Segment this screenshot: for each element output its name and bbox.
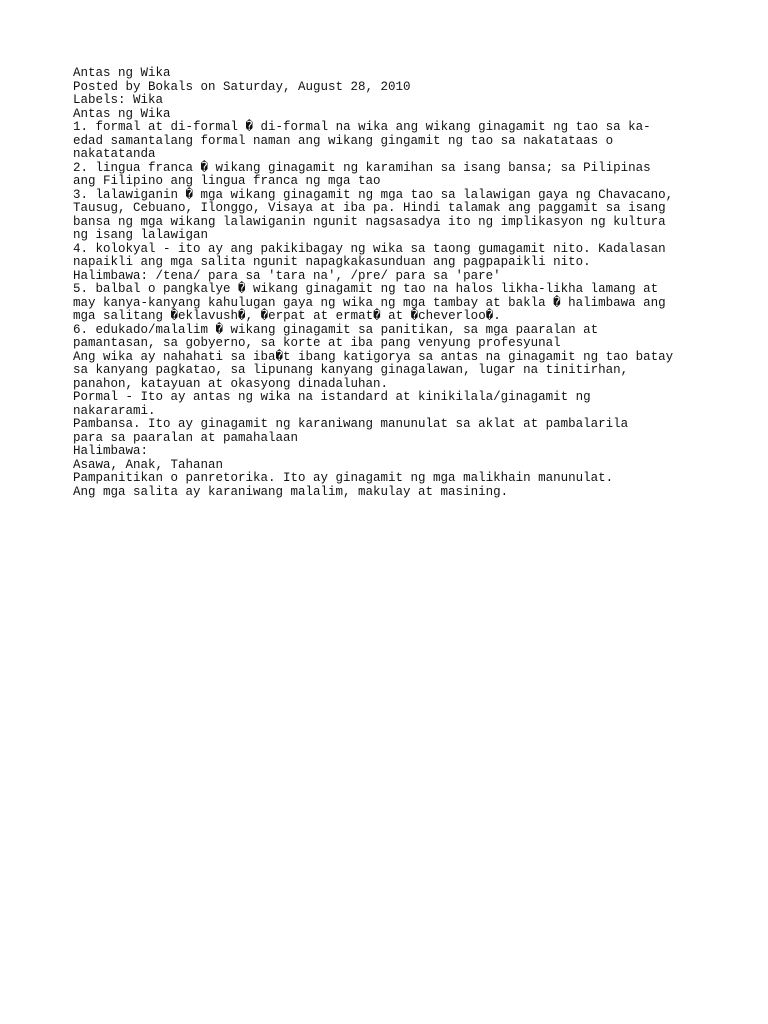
- document-title: Antas ng Wika: [73, 66, 171, 80]
- list-item: 1. formal at di-formal � di-formal na wika ang wikang ginagamit ng tao sa ka- edad samantalang formal naman ang wikang gingamit ng tao sa nakatataas o nakatatanda: [73, 120, 651, 161]
- intro-paragraph: Ang wika ay nahahati sa iba�t ibang katigorya sa antas na ginagamit ng tao batay sa kanyang pagkatao, sa lipunang kanyang ginagalawan, lugar na tinitirhan, panahon, katayuan at okasyong dinadaluhan.: [73, 349, 674, 391]
- list-item: 4. kolokyal - ito ay ang pakikibagay ng wika sa taong gumagamit nito. Kadalasan napaikli ang mga salita ngunit napagkakasunduan ang pagpapaikli nito. Halimbawa: /tena/ para sa 'tara na', /pre/ para sa 'pare': [73, 241, 666, 283]
- post-labels: Labels: Wika: [73, 93, 164, 107]
- post-meta: Posted by Bokals on Saturday, August 28, 2010: [73, 79, 411, 94]
- document-page: [73, 67, 703, 499]
- list-item: 6. edukado/malalim � wikang ginagamit sa panitikan, sa mga paaralan at pamantasan, sa gobyerno, sa korte at iba pang venyung profesyunal: [73, 322, 599, 350]
- list-item: 2. lingua franca � wikang ginagamit ng karamihan sa isang bansa; sa Pilipinas ang Filipino ang lingua franca ng mga tao: [73, 160, 651, 188]
- section-title: Antas ng Wika: [73, 106, 171, 121]
- pambansa-paragraph: Pambansa. Ito ay ginagamit ng karaniwang manunulat sa aklat at pambalarila: [73, 417, 629, 431]
- formal-paragraph: Pormal - Ito ay antas ng wika na istandard at kinikilala/ginagamit ng nakararami.: [73, 390, 591, 418]
- pampanitikan-paragraph: Pampanitikan o panretorika. Ito ay ginagamit ng mga malikhain manunulat.: [73, 471, 614, 485]
- halimbawa-examples: Asawa, Anak, Tahanan: [73, 457, 224, 472]
- halimbawa-label: Halimbawa:: [73, 444, 149, 458]
- list-item: 5. balbal o pangkalye � wikang ginagamit ng tao na halos likha-likha lamang at may kanya-kanyang kahulugan gaya ng wika ng mga tambay at bakla � halimbawa ang mga salitang �eklavush�, �erpat at ermat� at �cheverloo�.: [73, 282, 666, 323]
- list-item: 3. lalawiganin � mga wikang ginagamit ng mga tao sa lalawigan gaya ng Chavacano, Tausug, Cebuano, Ilonggo, Visaya at iba pa. Hindi talamak ang paggamit sa isang bansa ng mga wikang lalawiganin ngunit nagsasadya ito ng implikasyon ng kultura ng isang lalawigan: [73, 187, 674, 242]
- pambansa-continuation: para sa paaralan at pamahalaan: [73, 430, 299, 445]
- pampanitikan-continuation: Ang mga salita ay karaniwang malalim, makulay at masining.: [73, 484, 509, 499]
